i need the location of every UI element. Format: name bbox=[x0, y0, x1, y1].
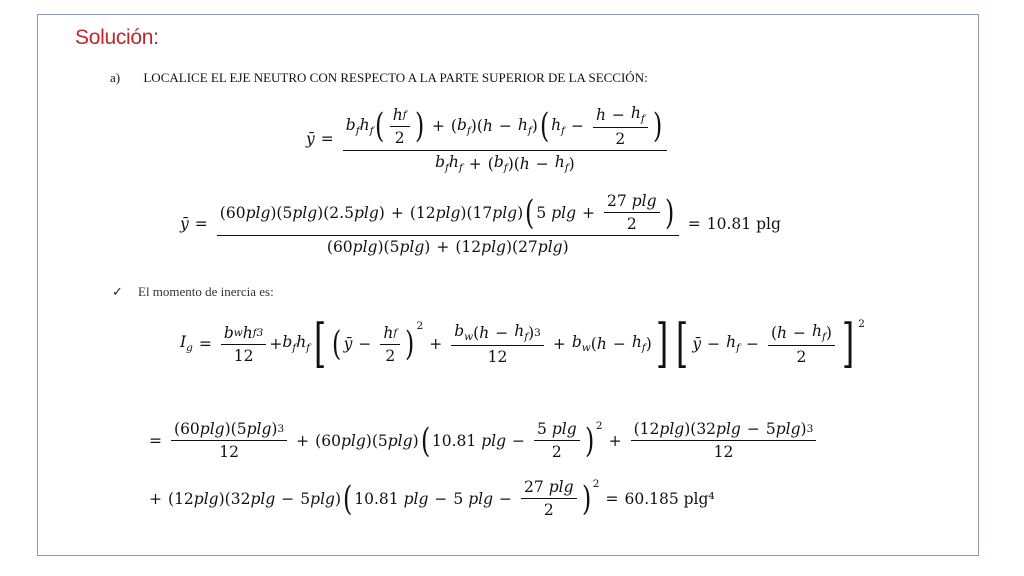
item-a-marker: a) bbox=[110, 70, 121, 85]
ig-result: 60.185 plg⁴ bbox=[624, 489, 715, 508]
equation-ig-numeric-1: = ( 60 plg )( 5 plg ) 3 12 + ( 60 plg )( 5 plg ) ( 10.81 plg − 5 plg 2 ) $^2$ + ( 12 plg )( 32 plg − 5 plg ) 3 12 bbox=[143, 420, 819, 461]
equation-ig-numeric-2: + ( 12 plg )( 32 plg − 5 plg ) ( 10.81 plg − 5 plg − 27 plg 2 ) $^2$ = 60.185 plg⁴ bbox=[149, 478, 715, 519]
equation-ig-formula: $I_g$ = b w h f 3 12 + $b_fh_f$ [ ( ȳ − h f 2 ) $^2$ + $b_w$ ( h − $h_f$ ) 3 12 + $b_w$ ( h − $h_f$ ) ] [ ȳ − $h_f$ − ( h − $h_f$ ) 2 ] $^2$ bbox=[180, 314, 865, 374]
item-a-text: LOCALICE EL EJE NEUTRO CON RESPECTO A LA PARTE SUPERIOR DE LA SECCIÓN: bbox=[143, 70, 648, 85]
ybar-result: 10.81 plg bbox=[706, 215, 781, 233]
slide-title: Solución: bbox=[75, 26, 159, 49]
equation-ybar-formula: ȳ = $b_fh_f$ ( h f 2 ) + ( $b_f$ )( h − $h_f$ ) ( $h_f$ − h − $h_f$ 2 ) $b_fh_f$ + ( $b_f$ )( h − $h_f$ ) bbox=[306, 104, 670, 174]
bullet-inertia bbox=[112, 284, 274, 300]
item-a bbox=[110, 70, 648, 86]
equation-ybar-numeric: ȳ = ( 60 plg )( 5 plg )( 2.5 plg ) + ( 12 plg )( 17 plg ) ( 5 plg + 27 plg 2 ) ( 60 plg )( 5 plg ) + ( 12 plg )( 27 plg ) = 10.81 plg bbox=[180, 192, 781, 256]
bullet-text: El momento de inercia es: bbox=[138, 284, 274, 299]
checkmark-icon: ✓ bbox=[112, 284, 123, 299]
